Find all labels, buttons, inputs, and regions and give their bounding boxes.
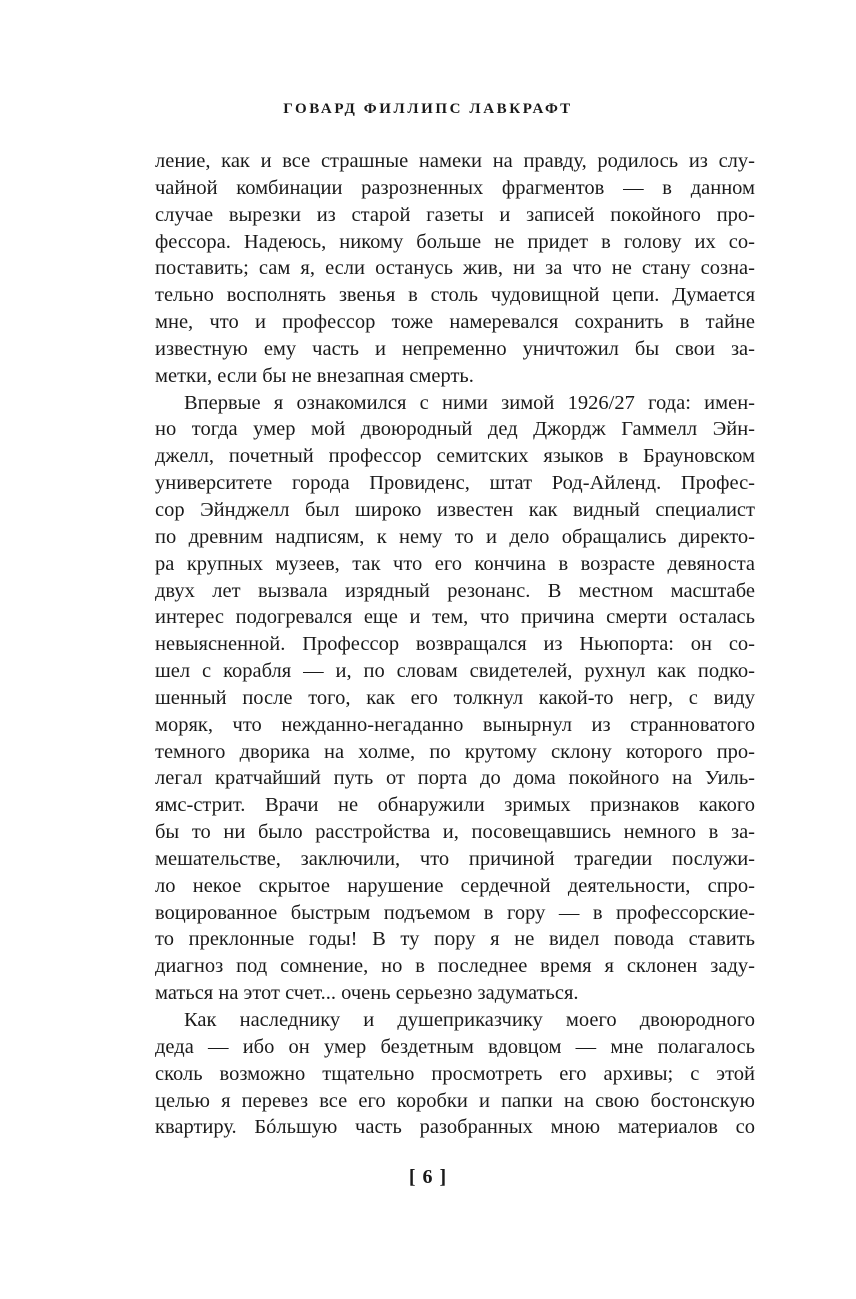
text-line: бы то ни было расстройства и, посовещавшись немного в за- xyxy=(155,821,755,844)
text-line: метки, если бы не внезапная смерть. xyxy=(155,364,474,387)
text-line: мне, что и профессор тоже намеревался сохранить в тайне xyxy=(155,311,755,334)
text-line: шел с корабля — и, по словам свидетелей, рухнул как подко- xyxy=(155,660,755,683)
text-line: двух лет вызвала изрядный резонанс. В местном масштабе xyxy=(155,579,755,602)
text-line: но тогда умер мой двоюродный дед Джордж Гаммелл Эйн- xyxy=(155,418,755,441)
text-line: известную ему часть и непременно уничтожил бы свои за- xyxy=(155,337,755,360)
text-line: невыясненной. Профессор возвращался из Ньюпорта: он со- xyxy=(155,633,755,656)
text-line: по древним надписям, к нему то и дело обращались директо- xyxy=(155,525,755,548)
running-head-author: ГОВАРД ФИЛЛИПС ЛАВКРАФТ xyxy=(283,101,573,117)
text-line: фессора. Надеюсь, никому больше не придет в голову их со- xyxy=(155,230,755,253)
text-line: джелл, почетный профессор семитских языков в Брауновском xyxy=(155,445,755,468)
text-line: то преклонные годы! В ту пору я не видел повода ставить xyxy=(155,928,755,951)
text-line: чайной комбинации разрозненных фрагментов — в данном xyxy=(155,176,755,199)
text-line: поставить; сам я, если останусь жив, ни за что не стану созна- xyxy=(155,257,755,280)
text-line: диагноз под сомнение, но в последнее время я склонен заду- xyxy=(155,955,755,978)
text-line: воцированное быстрым подъемом в гору — в профессорские- xyxy=(155,901,755,924)
text-line: ра крупных музеев, так что его кончина в возрасте девяноста xyxy=(155,552,755,575)
text-line: квартиру. Бóльшую часть разобранных мною материалов со xyxy=(155,1116,755,1139)
text-line: тельно восполнять звенья в столь чудовищной цепи. Думается xyxy=(155,284,755,307)
text-line: маться на этот счет... очень серьезно задуматься. xyxy=(155,982,579,1005)
text-line: мешательстве, заключили, что причиной трагедии послужи- xyxy=(155,847,755,870)
text-line: деда — ибо он умер бездетным вдовцом — мне полагалось xyxy=(155,1035,755,1058)
text-line: Впервые я ознакомился с ними зимой 1926/27 года: имен- xyxy=(184,391,755,414)
text-line: шенный после того, как его толкнул какой-то негр, с виду xyxy=(155,686,755,709)
text-line: сор Эйнджелл был широко известен как видный специалист xyxy=(155,498,755,521)
text-line: ление, как и все страшные намеки на правду, родилось из слу- xyxy=(155,150,755,172)
page-number: [ 6 ] xyxy=(408,1166,448,1188)
text-line: темного дворика на холме, по крутому склону которого про- xyxy=(155,740,755,763)
text-line: моряк, что нежданно-негаданно вынырнул из странноватого xyxy=(155,713,755,736)
text-line: ло некое скрытое нарушение сердечной деятельности, спро- xyxy=(155,874,755,897)
text-line: случае вырезки из старой газеты и записей покойного про- xyxy=(155,203,755,226)
text-line: университете города Провиденс, штат Род-Айленд. Профес- xyxy=(155,472,755,495)
text-line: сколь возможно тщательно просмотреть его архивы; с этой xyxy=(155,1062,755,1085)
text-line: ямс-стрит. Врачи не обнаружили зримых признаков какого xyxy=(155,794,755,817)
text-line: легал кратчайший путь от порта до дома покойного на Уиль- xyxy=(155,767,755,790)
text-line: интерес подогревался еще и тем, что причина смерти осталась xyxy=(155,606,755,629)
text-line: Как наследнику и душеприказчику моего двоюродного xyxy=(184,1009,755,1031)
text-line: целью я перевез все его коробки и папки на свою бостонскую xyxy=(155,1089,755,1112)
body-text xyxy=(155,148,755,1141)
